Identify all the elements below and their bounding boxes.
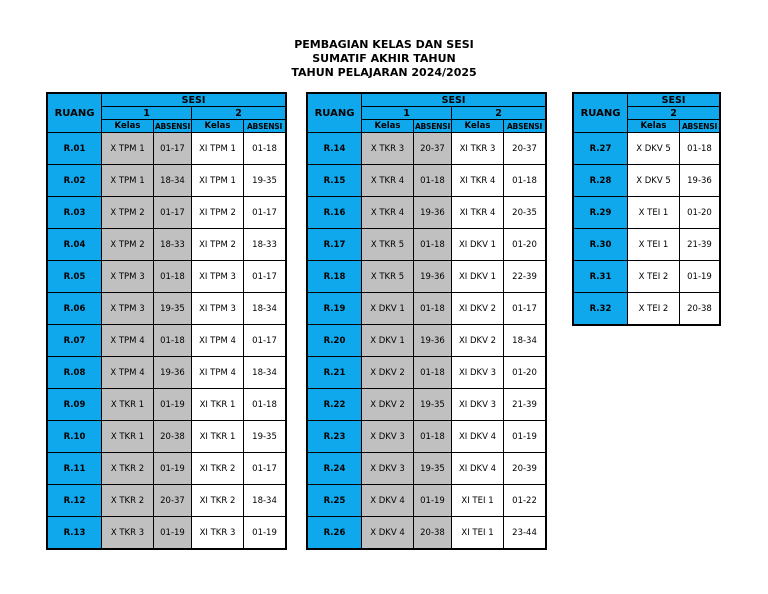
sesi-2-header: 2 [192,107,286,120]
sesi-1-header: 1 [362,107,452,120]
sesi-1-kelas-cell: X TKR 2 [102,485,154,517]
ruang-header: RUANG [574,94,628,133]
sesi-2-kelas-cell: XI TPM 2 [192,229,244,261]
sesi-2-absensi-cell: 01-20 [504,229,546,261]
sesi-2-absensi-cell: 01-17 [244,325,286,357]
sesi-2-kelas-cell: XI TPM 4 [192,325,244,357]
sesi-1-kelas-cell: X TKR 3 [362,133,414,165]
sesi-2-absensi-cell: 01-18 [244,133,286,165]
table-row [308,261,546,293]
room-cell: R.09 [48,389,102,421]
kelas-header: Kelas [452,120,504,133]
sesi-2-header: 2 [452,107,546,120]
sesi-2-kelas-cell: XI TKR 1 [192,389,244,421]
title-line-3: TAHUN PELAJARAN 2024/2025 [291,66,477,79]
table-row [48,357,286,389]
table-row [48,133,286,165]
sesi-2-header: 2 [628,107,720,120]
table-row [48,517,286,549]
sesi-2-absensi-cell: 20-39 [504,453,546,485]
sesi-1-absensi-cell: 19-36 [414,197,452,229]
sesi-2-absensi-cell: 01-22 [504,485,546,517]
sesi-1-kelas-cell: X TKR 1 [102,421,154,453]
sesi-2-kelas-cell: XI TKR 2 [192,485,244,517]
kelas-header: Kelas [102,120,154,133]
sesi-1-kelas-cell: X TPM 4 [102,325,154,357]
sesi-1-absensi-cell: 20-38 [154,421,192,453]
room-cell: R.18 [308,261,362,293]
absensi-header: ABSENSI [504,120,546,133]
room-cell: R.30 [574,229,628,261]
table-row [48,421,286,453]
sesi-1-kelas-cell: X DKV 1 [362,293,414,325]
kelas-header: Kelas [192,120,244,133]
room-cell: R.29 [574,197,628,229]
sesi-1-absensi-cell: 01-18 [154,261,192,293]
table-row [48,261,286,293]
room-cell: R.20 [308,325,362,357]
room-cell: R.26 [308,517,362,549]
sesi-1-absensi-cell: 19-36 [414,261,452,293]
sesi-2-kelas-cell: XI TKR 3 [452,133,504,165]
sesi-2-kelas-cell: XI TKR 1 [192,421,244,453]
sesi-1-kelas-cell: X DKV 2 [362,389,414,421]
room-cell: R.03 [48,197,102,229]
sesi-2-absensi-cell: 01-19 [680,261,720,293]
sesi-2-kelas-cell: XI DKV 2 [452,325,504,357]
sesi-2-kelas-cell: XI TPM 4 [192,357,244,389]
table-row [308,421,546,453]
room-cell: R.02 [48,165,102,197]
sesi-2-kelas-cell: XI DKV 1 [452,261,504,293]
sesi-2-absensi-cell: 18-34 [244,293,286,325]
room-cell: R.16 [308,197,362,229]
sesi-1-absensi-cell: 01-19 [154,453,192,485]
table-row [48,293,286,325]
table-row [48,197,286,229]
sesi-1-absensi-cell: 01-18 [414,421,452,453]
sesi-1-absensi-cell: 01-18 [414,165,452,197]
sesi-2-kelas-cell: XI DKV 3 [452,389,504,421]
room-cell: R.24 [308,453,362,485]
kelas-header: Kelas [628,120,680,133]
title-line-2: SUMATIF AKHIR TAHUN [312,52,456,65]
sesi-1-absensi-cell: 20-37 [154,485,192,517]
sesi-1-absensi-cell: 01-18 [414,229,452,261]
sesi-2-kelas-cell: X DKV 5 [628,165,680,197]
table-row [308,389,546,421]
sesi-1-absensi-cell: 18-34 [154,165,192,197]
sesi-2-absensi-cell: 18-33 [244,229,286,261]
sesi-2-kelas-cell: XI TPM 3 [192,293,244,325]
sesi-2-kelas-cell: XI DKV 3 [452,357,504,389]
room-cell: R.28 [574,165,628,197]
table-row [574,293,720,325]
sesi-2-absensi-cell: 20-35 [504,197,546,229]
sesi-2-absensi-cell: 18-34 [504,325,546,357]
table-row [308,485,546,517]
room-cell: R.14 [308,133,362,165]
room-cell: R.19 [308,293,362,325]
sesi-2-kelas-cell: XI TKR 2 [192,453,244,485]
room-cell: R.27 [574,133,628,165]
sesi-2-kelas-cell: XI TEI 1 [452,485,504,517]
table-row [574,133,720,165]
sesi-header: SESI [102,94,286,107]
sesi-2-absensi-cell: 01-19 [504,421,546,453]
table-row [48,485,286,517]
sesi-2-absensi-cell: 19-36 [680,165,720,197]
sesi-2-kelas-cell: XI TPM 1 [192,165,244,197]
sesi-1-absensi-cell: 01-19 [154,389,192,421]
sesi-1-kelas-cell: X DKV 3 [362,453,414,485]
sesi-2-absensi-cell: 01-17 [244,197,286,229]
table-row [574,197,720,229]
sesi-2-absensi-cell: 01-19 [244,517,286,549]
sesi-1-absensi-cell: 01-17 [154,197,192,229]
sesi-1-absensi-cell: 01-18 [414,293,452,325]
sesi-1-absensi-cell: 19-35 [414,389,452,421]
room-cell: R.01 [48,133,102,165]
sesi-2-kelas-cell: XI TKR 4 [452,197,504,229]
sesi-1-absensi-cell: 19-35 [154,293,192,325]
sesi-1-absensi-cell: 01-19 [154,517,192,549]
sesi-1-kelas-cell: X DKV 2 [362,357,414,389]
room-cell: R.22 [308,389,362,421]
table-row [308,325,546,357]
sesi-1-kelas-cell: X TPM 3 [102,293,154,325]
sesi-2-absensi-cell: 19-35 [244,421,286,453]
sesi-2-kelas-cell: XI TPM 2 [192,197,244,229]
sesi-2-kelas-cell: XI TKR 4 [452,165,504,197]
sesi-2-kelas-cell: XI DKV 2 [452,293,504,325]
sesi-2-absensi-cell: 21-39 [680,229,720,261]
sesi-1-header: 1 [102,107,192,120]
sesi-2-kelas-cell: XI TPM 1 [192,133,244,165]
sesi-1-kelas-cell: X TKR 5 [362,229,414,261]
sesi-2-absensi-cell: 18-34 [244,485,286,517]
room-cell: R.11 [48,453,102,485]
sesi-2-kelas-cell: XI TPM 3 [192,261,244,293]
sesi-2-kelas-cell: XI DKV 4 [452,421,504,453]
table-row [48,453,286,485]
schedule-table-3 [573,93,720,325]
sesi-2-absensi-cell: 01-20 [680,197,720,229]
schedule-table-1 [47,93,286,549]
table-row [48,389,286,421]
schedule-table-2 [307,93,546,549]
room-cell: R.15 [308,165,362,197]
sesi-2-kelas-cell: X TEI 2 [628,293,680,325]
room-cell: R.23 [308,421,362,453]
sesi-1-absensi-cell: 01-18 [154,325,192,357]
sesi-2-absensi-cell: 01-18 [244,389,286,421]
sesi-1-kelas-cell: X TPM 2 [102,229,154,261]
ruang-header: RUANG [308,94,362,133]
table-row [48,325,286,357]
absensi-header: ABSENSI [154,121,191,131]
sesi-1-kelas-cell: X DKV 1 [362,325,414,357]
table-row [574,229,720,261]
document-title [0,38,768,80]
absensi-header: ABSENSI [414,121,451,131]
room-cell: R.12 [48,485,102,517]
sesi-2-absensi-cell: 19-35 [244,165,286,197]
absensi-header: ABSENSI [244,120,286,133]
room-cell: R.21 [308,357,362,389]
room-cell: R.06 [48,293,102,325]
sesi-1-kelas-cell: X TKR 4 [362,197,414,229]
sesi-header: SESI [628,94,720,107]
sesi-1-absensi-cell: 01-17 [154,133,192,165]
sesi-1-kelas-cell: X TPM 1 [102,133,154,165]
sesi-1-absensi-cell: 19-36 [414,325,452,357]
sesi-2-absensi-cell: 21-39 [504,389,546,421]
table-row [48,165,286,197]
sesi-2-kelas-cell: X DKV 5 [628,133,680,165]
sesi-1-kelas-cell: X TKR 1 [102,389,154,421]
sesi-1-absensi-cell: 01-18 [414,357,452,389]
sesi-header: SESI [362,94,546,107]
room-cell: R.05 [48,261,102,293]
table-row [308,197,546,229]
sesi-1-absensi-cell: 20-38 [414,517,452,549]
ruang-header: RUANG [48,94,102,133]
sesi-1-kelas-cell: X DKV 4 [362,517,414,549]
room-cell: R.25 [308,485,362,517]
sesi-2-kelas-cell: XI DKV 1 [452,229,504,261]
room-cell: R.17 [308,229,362,261]
sesi-1-kelas-cell: X TKR 2 [102,453,154,485]
sesi-2-absensi-cell: 18-34 [244,357,286,389]
room-cell: R.32 [574,293,628,325]
sesi-2-kelas-cell: XI TKR 3 [192,517,244,549]
sesi-1-kelas-cell: X TKR 5 [362,261,414,293]
table-row [308,517,546,549]
sesi-2-absensi-cell: 01-17 [504,293,546,325]
room-cell: R.13 [48,517,102,549]
sesi-1-kelas-cell: X TKR 4 [362,165,414,197]
table-row [308,165,546,197]
table-row [574,261,720,293]
sesi-1-kelas-cell: X DKV 3 [362,421,414,453]
sesi-1-kelas-cell: X DKV 4 [362,485,414,517]
sesi-1-kelas-cell: X TKR 3 [102,517,154,549]
sesi-2-absensi-cell: 01-18 [504,165,546,197]
room-cell: R.07 [48,325,102,357]
sesi-1-absensi-cell: 20-37 [414,133,452,165]
table-row [308,293,546,325]
sesi-2-absensi-cell: 20-38 [680,293,720,325]
sesi-1-absensi-cell: 19-35 [414,453,452,485]
sesi-2-kelas-cell: X TEI 1 [628,229,680,261]
sesi-2-absensi-cell: 01-18 [680,133,720,165]
sesi-2-absensi-cell: 01-17 [244,261,286,293]
sesi-2-absensi-cell: 01-20 [504,357,546,389]
sesi-2-absensi-cell: 01-17 [244,453,286,485]
table-row [574,165,720,197]
sesi-1-absensi-cell: 01-19 [414,485,452,517]
sesi-1-kelas-cell: X TPM 4 [102,357,154,389]
sesi-1-kelas-cell: X TPM 2 [102,197,154,229]
sesi-1-absensi-cell: 19-36 [154,357,192,389]
sesi-1-kelas-cell: X TPM 3 [102,261,154,293]
table-row [308,133,546,165]
title-line-1: PEMBAGIAN KELAS DAN SESI [294,38,474,51]
sesi-2-kelas-cell: XI DKV 4 [452,453,504,485]
room-cell: R.04 [48,229,102,261]
sesi-2-absensi-cell: 23-44 [504,517,546,549]
room-cell: R.31 [574,261,628,293]
sesi-2-kelas-cell: X TEI 2 [628,261,680,293]
table-row [48,229,286,261]
sesi-2-absensi-cell: 20-37 [504,133,546,165]
table-row [308,357,546,389]
sesi-2-absensi-cell: 22-39 [504,261,546,293]
sesi-1-kelas-cell: X TPM 1 [102,165,154,197]
kelas-header: Kelas [362,120,414,133]
absensi-header: ABSENSI [680,120,720,133]
table-row [308,453,546,485]
sesi-2-kelas-cell: X TEI 1 [628,197,680,229]
sesi-2-kelas-cell: XI TEI 1 [452,517,504,549]
table-row [308,229,546,261]
room-cell: R.08 [48,357,102,389]
sesi-1-absensi-cell: 18-33 [154,229,192,261]
room-cell: R.10 [48,421,102,453]
